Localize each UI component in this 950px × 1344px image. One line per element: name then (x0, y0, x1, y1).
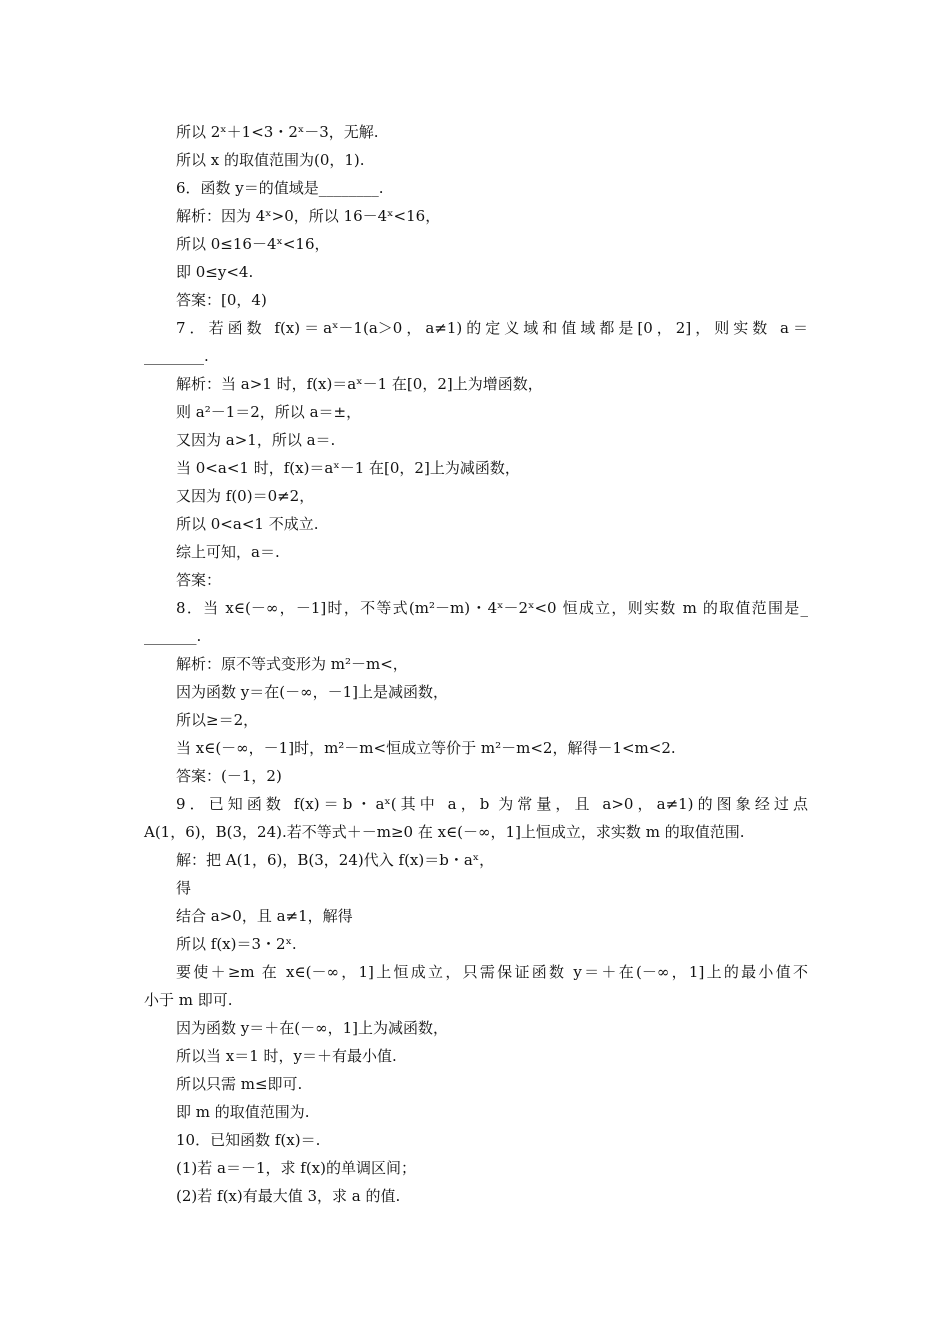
text-line-20: 解析：原不等式变形为 m²－m<， (176, 655, 408, 673)
text-line-28: 得 (176, 879, 192, 897)
text-line-27: 解：把 A(1，6)，B(3，24)代入 f(x)＝b・aˣ， (176, 851, 495, 869)
answer-6: 答案：[0，4) (176, 291, 267, 309)
question-7: 7．若函数 f(x)＝aˣ－1(a＞0，a≠1)的定义域和值域都是[0，2]，则实数 a＝ (176, 319, 808, 337)
text-line-1: 所以 2ˣ＋1<3・2ˣ－3，无解. (176, 123, 379, 141)
text-line-13: 当 0<a<1 时，f(x)＝aˣ－1 在[0，2]上为减函数， (176, 459, 520, 477)
text-line-34: 所以当 x＝1 时，y＝＋有最小值. (176, 1047, 397, 1065)
text-line-2: 所以 x 的取值范围为(0，1). (176, 151, 365, 169)
answer-8: 答案：(－1，2) (176, 767, 282, 785)
question-6: 6．函数 y＝的值域是________. (176, 179, 384, 197)
text-line-29: 结合 a>0，且 a≠1，解得 (176, 907, 353, 925)
question-7-continued: ________. (144, 347, 209, 365)
text-line-31: 要使＋≥m 在 x∈(－∞，1]上恒成立，只需保证函数 y＝＋在(－∞，1]上的最小值不 (176, 963, 808, 981)
question-8-continued: _______. (144, 627, 202, 645)
text-line-11: 则 a²－1＝2，所以 a＝±， (176, 403, 362, 421)
question-9-continued: A(1，6)，B(3，24).若不等式＋－m≥0 在 x∈(－∞，1]上恒成立，求实数 m 的取值范围. (144, 823, 745, 841)
text-line-21: 因为函数 y＝在(－∞，－1]上是减函数， (176, 683, 448, 701)
question-8: 8．当 x∈(－∞，－1]时，不等式(m²－m)・4ˣ－2ˣ<0 恒成立，则实数 m 的取值范围是_ (176, 599, 808, 617)
text-line-36: 即 m 的取值范围为. (176, 1103, 310, 1121)
question-10: 10．已知函数 f(x)＝. (176, 1131, 321, 1149)
text-line-30: 所以 f(x)＝3・2ˣ. (176, 935, 297, 953)
text-line-6: 即 0≤y<4. (176, 263, 254, 281)
text-line-35: 所以只需 m≤即可. (176, 1075, 303, 1093)
question-9: 9．已知函数 f(x)＝b・aˣ(其中 a，b 为常量，且 a>0，a≠1)的图象经过点 (176, 795, 808, 813)
text-line-15: 所以 0<a<1 不成立. (176, 515, 319, 533)
text-line-22: 所以≥＝2， (176, 711, 259, 729)
text-line-32: 小于 m 即可. (144, 991, 233, 1009)
text-line-33: 因为函数 y＝＋在(－∞，1]上为减函数， (176, 1019, 448, 1037)
text-line-5: 所以 0≤16－4ˣ<16， (176, 235, 330, 253)
text-line-12: 又因为 a>1，所以 a＝. (176, 431, 336, 449)
text-line-4: 解析：因为 4ˣ>0，所以 16－4ˣ<16， (176, 207, 441, 225)
question-10-part-1: (1)若 a＝－1，求 f(x)的单调区间； (176, 1159, 416, 1177)
text-line-14: 又因为 f(0)＝0≠2， (176, 487, 315, 505)
text-line-10: 解析：当 a>1 时，f(x)＝aˣ－1 在[0，2]上为增函数， (176, 375, 543, 393)
text-line-16: 综上可知，a＝. (176, 543, 280, 561)
answer-7: 答案： (176, 571, 222, 589)
question-10-part-2: (2)若 f(x)有最大值 3，求 a 的值. (176, 1187, 401, 1205)
text-line-23: 当 x∈(－∞，－1]时，m²－m<恒成立等价于 m²－m<2，解得－1<m<2. (176, 739, 676, 757)
